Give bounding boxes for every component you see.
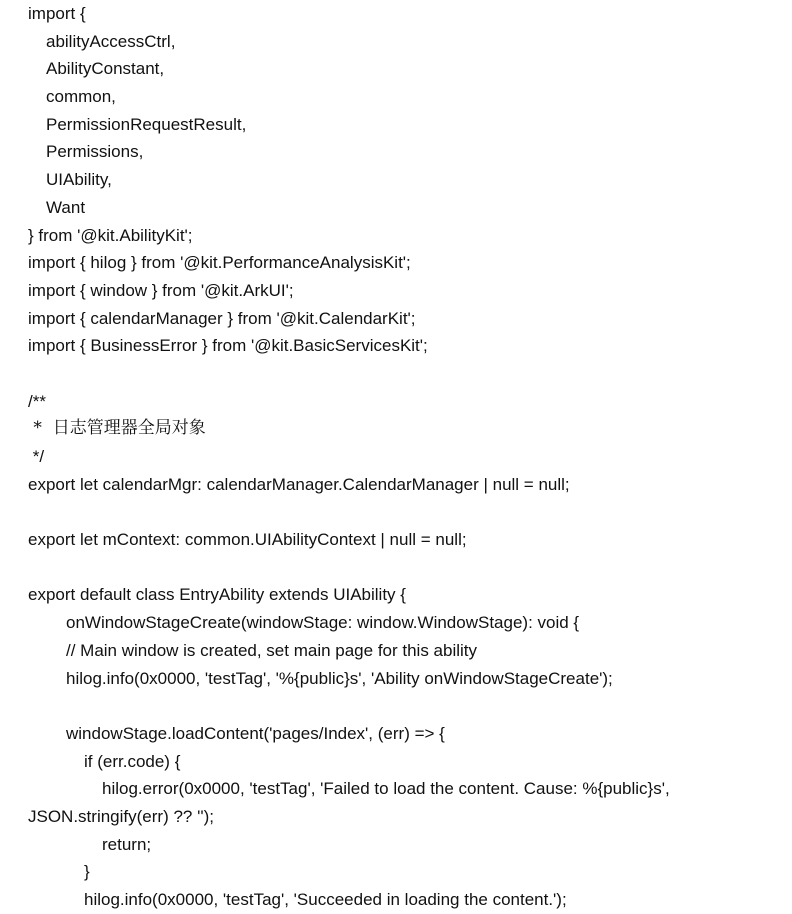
code-comment-line: // Main window is created, set main page for this ability <box>66 640 478 660</box>
code-line: PermissionRequestResult, <box>46 114 247 134</box>
blank-line <box>28 692 792 720</box>
code-line: common, <box>46 87 116 107</box>
code-line: JSON.stringify(err) ?? ''); <box>28 806 214 826</box>
code-line: import { BusinessError } from '@kit.BasicServicesKit'; <box>28 336 428 356</box>
blank-line <box>28 498 792 526</box>
code-line: export default class EntryAbility extends UIAbility { <box>28 585 406 605</box>
code-comment-line: * 日志管理器全局对象 <box>28 418 206 439</box>
code-line: onWindowStageCreate(windowStage: window.WindowStage): void { <box>66 613 580 633</box>
code-line: Permissions, <box>46 142 144 162</box>
code-line: AbilityConstant, <box>46 59 165 79</box>
code-line: import { <box>28 4 86 23</box>
code-comment-line: /** <box>28 391 46 411</box>
code-line: return; <box>102 834 152 854</box>
code-line: hilog.info(0x0000, 'testTag', 'Succeeded in loading the content.'); <box>84 890 567 909</box>
code-line: UIAbility, <box>46 170 112 190</box>
blank-line <box>28 554 792 582</box>
code-line: import { window } from '@kit.ArkUI'; <box>28 280 294 300</box>
code-line: export let calendarMgr: calendarManager.CalendarManager | null = null; <box>28 474 570 494</box>
code-line: hilog.error(0x0000, 'testTag', 'Failed to load the content. Cause: %{public}s', <box>102 779 670 799</box>
blank-line <box>28 360 792 388</box>
code-line: abilityAccessCtrl, <box>46 31 176 51</box>
code-line: import { calendarManager } from '@kit.CalendarKit'; <box>28 308 416 328</box>
code-line: hilog.info(0x0000, 'testTag', '%{public}s', 'Ability onWindowStageCreate'); <box>66 668 613 688</box>
code-line: } <box>84 862 90 882</box>
code-line: windowStage.loadContent('pages/Index', (err) => { <box>66 723 445 743</box>
code-line: export let mContext: common.UIAbilityContext | null = null; <box>28 530 467 550</box>
code-comment-line: */ <box>28 447 45 466</box>
code-line: if (err.code) { <box>84 751 181 771</box>
code-line: import { hilog } from '@kit.PerformanceAnalysisKit'; <box>28 253 411 273</box>
code-line: Want <box>46 197 86 217</box>
code-line: } from '@kit.AbilityKit'; <box>28 225 193 245</box>
